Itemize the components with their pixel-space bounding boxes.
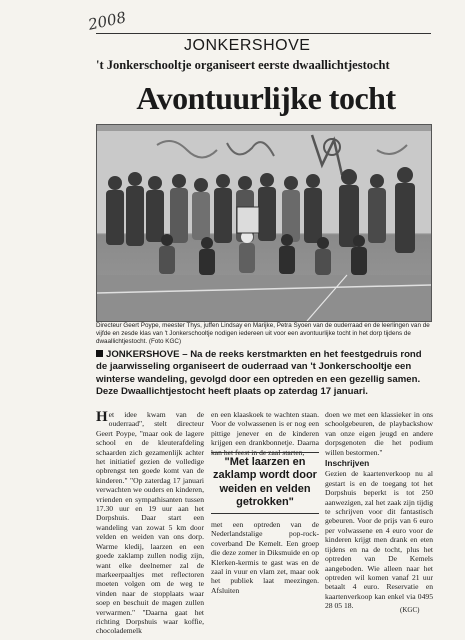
article-column-2 — [211, 410, 319, 457]
bullet-square-icon — [96, 350, 103, 357]
article-kicker: 't Jonkerschooltje organiseert eerste dwaallichtjestocht — [96, 58, 390, 72]
column-2-text: en een klaaskoek te wachten staan. Voor de volwassenen is er nog een pittige jenever en de kinderen krijgen een drankbonnetje. Daarna kan het feest in de zaal starten, — [211, 410, 319, 457]
handwritten-date-annotation: 2008 — [86, 8, 128, 34]
column-2b-text: met een optreden van de Nederlandstalige pop-rock-coverband De Kemelt. Een groep die deze zomer in Diksmuide en op Klerken-kermis te gast was en de zaal in vuur en vlam zet, maar ook het publiek laat meezingen. Afsluiten — [211, 520, 319, 595]
drop-cap: H — [96, 409, 108, 425]
section-header — [96, 33, 431, 55]
subheading-inschrijven: Inschrijven — [325, 458, 370, 469]
column-3-text-2: Gezien de kaartenverkoop nu al gestart is en de toegang tot het Dorpshuis beperkt is tot 250 aanwezigen, zal het zaak zijn tijdig te schrijven voor dit fantastisch gebeuren. Voor de prijs van 6 euro per volwassene en 4 euro voor de kinderen krijgt men drank en eten tijdens en na de tocht, plus het optreden van De Kemels aangeboden. Wie alleen naar het optreden wil komen vanaf 21 uur betaalt 4 euro. Reservatie en kaartenverkoop kan enkel via 0495 28 05 18. — [325, 469, 433, 611]
group-photo — [96, 124, 432, 322]
article-lead — [96, 349, 434, 399]
photo-caption: Directeur Geert Poype, meester Thys, juffen Lindsay en Marijke, Petra Syoen van de ouderraad en de leerlingen van de vijfde en zesde klas van 't Jonkerschooltje nodigen iedereen uit voor een avontuurlijke tocht in het dorp tijdens de dwaallichtjestocht. (Foto KGC) — [96, 322, 430, 345]
article-column-2-continued — [211, 520, 319, 595]
author-credit: (KGC) — [400, 606, 420, 614]
pull-quote: "Met laarzen en zaklamp wordt door weiden en velden getrokken" — [211, 452, 319, 514]
section-title: JONKERSHOVE — [184, 37, 311, 54]
article-headline: Avontuurlijke tocht — [136, 80, 396, 116]
article-column-3 — [325, 410, 433, 611]
lead-text: – Na de reeks kerstmarkten en het feestgedruis rond de jaarwisseling organiseert de ouderraad van 't Jonkerschooltje een winterse wandeling, gevolgd door een optreden en een gezellig samen. Deze Dwaallichtjestocht heeft plaats op zaterdag 17 januari. — [96, 349, 422, 398]
lead-dateline: JONKERSHOVE — [106, 349, 180, 360]
article-column-1 — [96, 410, 204, 636]
group-photo-icon — [97, 125, 431, 321]
column-3-text-1: doen we met een klassieker in ons schoolgebeuren, de playbackshow van onze eigen jeugd en andere dorpsgenoten die het podium willen bestormen." — [325, 410, 433, 457]
column-1-text: et idee kwam van de ouderraad", stelt directeur Geert Poype, "maar ook de lagere school en de kleuterafdeling schaarden zich gezamenlijk achter het initiatief gezien de volledige opbrengst ten goede komt van de kinderen." "Op zaterdag 17 januari verwachten we ouders en kinderen, vrienden en sympathisanten tussen 17.30 uur en 19 uur aan het Dorpshuis. Daar start een wandeling van zowat 5 km door velden en weiden van ons dorp. Warme kledij, laarzen en een goede zaklamp zullen nodig zijn, want elke deelnemer zal de markeerpaaltjes met reflectoren moeten volgen om de weg te vinden naar de stopplaats waar soep en beschuit de magen zullen verwarmen." "Daarna gaat het richting Dorpshuis waar koffie, chocolademelk — [96, 410, 204, 636]
